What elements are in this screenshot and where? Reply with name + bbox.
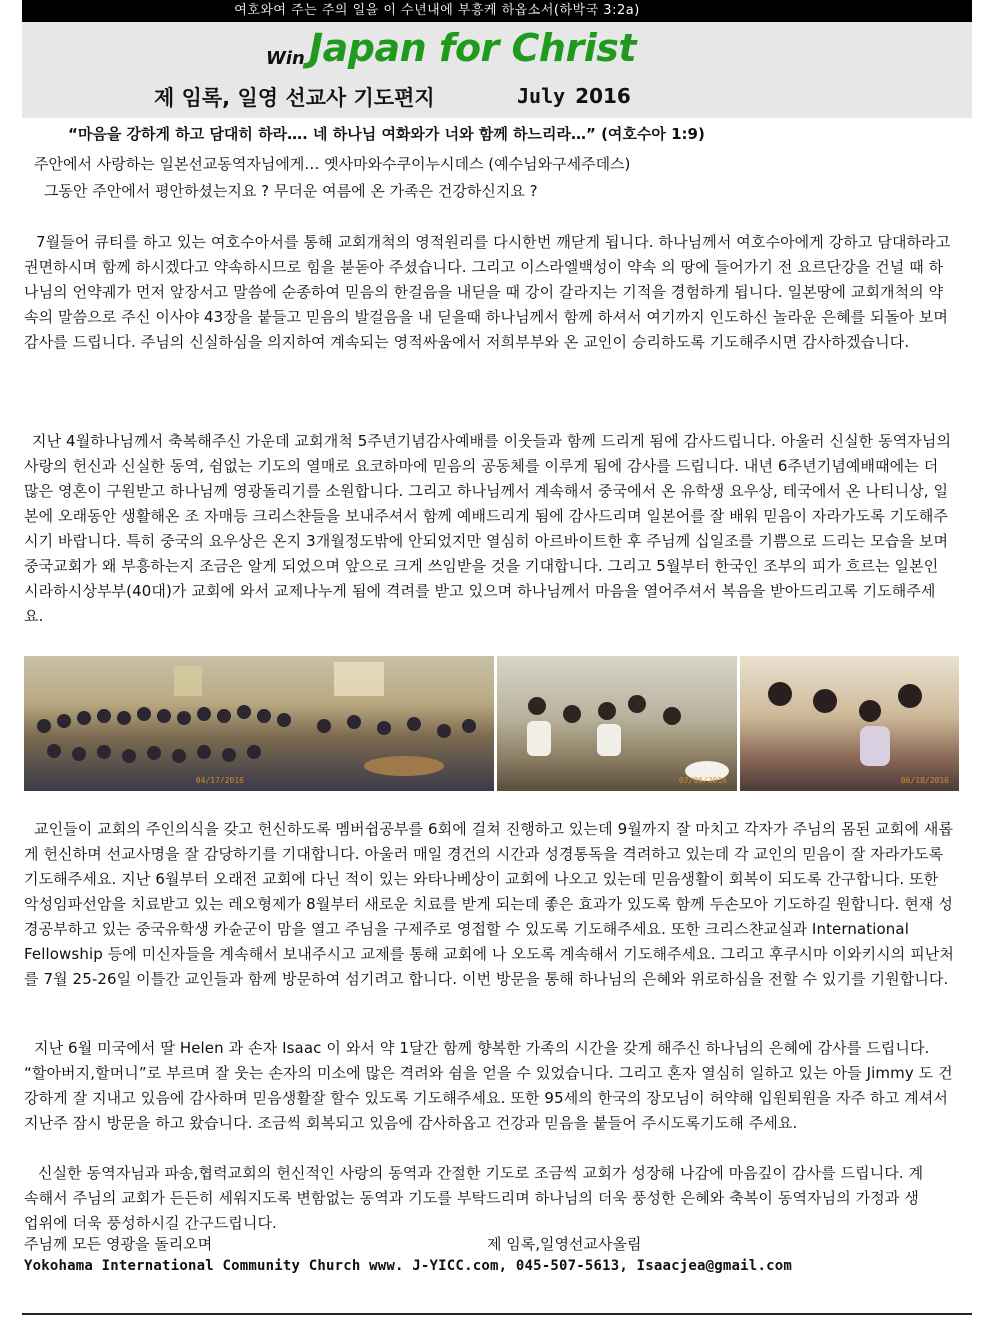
year: 2016 [575, 84, 631, 108]
photo-family [740, 656, 959, 791]
bible-verse: “마음을 강하게 하고 담대히 하라…. 네 하나님 여화와가 너와 함께 하느리라…” (여호수아 1:9) [68, 125, 705, 143]
greeting-line-2: 그동안 주안에서 평안하셨는지요 ? 무더운 여름에 온 가족은 건강하신지요 ? [44, 182, 538, 200]
win-label: Win [266, 48, 305, 69]
closing-signature: 제 임록,일영선교사올림 [487, 1235, 642, 1253]
photo-date-1: 04/17/2016 [195, 776, 244, 785]
paragraph-5: 신실한 동역자님과 파송,협력교회의 헌신적인 사랑의 동역과 간절한 기도로 조금씩 교회가 성장해 나감에 마음깊이 감사를 드립니다. 계속해서 주님의 교회가 든든히 세워지도록 변함없는 동역과 기도를 부탁드리며 하나님의 더욱 풍성한 은혜와 축복이 동역자님의 가정과 생업위에 더욱 풍성하시길 간구드립니다. [24, 1164, 924, 1232]
greeting-line-1: 주안에서 사랑하는 일본선교동역자님에게… 옛사마와수쿠이누시데스 (예수님와구세주데스) [34, 155, 631, 173]
photo-congregation [24, 656, 494, 791]
paragraph-4: 지난 6월 미국에서 딸 Helen 과 손자 Isaac 이 와서 약 1달간 함께 향복한 가족의 시간을 갖게 해주신 하나님의 은혜에 감사를 드립니다. “할아버지,할머니”로 부르며 잘 웃는 손자의 미소에 많은 격려와 쉼을 얻을 수 있었습니다. 그리고 혼자 열심히 일하고 있는 아들 Jimmy 도 건강하게 잘 지내고 있음에 감사하며 믿음생활잘 할수 있도록 기도해주세요. 또한 95세의 한국의 장모님이 허약해 입원퇴원을 자주 하고 계셔서 지난주 잠시 방문을 하고 왔습니다. 조금씩 회복되고 있음에 감사하옵고 건강과 믿음을 붙들어 주시도록기도해 주세요. [24, 1039, 953, 1132]
paragraph-3: 교인들이 교회의 주인의식을 갖고 헌신하도록 멤버쉽공부를 6회에 걸쳐 진행하고 있는데 9월까지 잘 마치고 각자가 주님의 몸된 교회에 새롭게 헌신하며 선교사명을 잘 감당하기를 기대합니다. 아울러 매일 경건의 시간과 성경통독을 격려하고 있는데 각 교인의 믿음이 잘 자라가도록 기도해주세요. 지난 6월부터 오래전 교회에 다닌 적이 있는 와타나베상이 교회에 나오고 있는데 믿음생활이 회복이 되도록 간구합니다. 또한 악성임파선암을 치료받고 있는 레오형제가 8월부터 새로운 치료를 받게 되는데 좋은 효과가 있도록 함께 두손모아 기도하길 원합니다. 현재 성경공부하고 있는 중국유학생 카슌군이 맘을 열고 주님을 구제주로 영접할 수 있도록 기도해주세요. 또한 크리스챤교실과 International Fellowship 등에 미신자들을 계속해서 보내주시고 교제를 통해 교회에 나 오도록 계속해서 기도해주세요. 그리고 후쿠시마 이와키시의 피난처를 7월 25-26일 이틀간 교인들과 함께 방문하여 섬기려고 합니다. 이번 방문을 통해 하나님의 은혜와 위로하심을 전할 수 있기를 기원합니다. [24, 820, 954, 988]
brand-title: Japan for Christ [309, 26, 637, 70]
top-banner-text: 여호와여 주는 주의 일을 이 수년내에 부흥케 하옵소서(하박국 3:2a) [234, 3, 640, 18]
church-footer: Yokohama International Community Church www. J-YICC.com, 045-507-5613, Isaacjea@gmail.com [24, 1258, 792, 1274]
masthead [22, 22, 972, 118]
family-figures [740, 656, 959, 791]
top-banner [22, 0, 972, 22]
photo-strip [24, 656, 959, 791]
newsletter-subtitle: 제 임록, 일영 선교사 기도편지 [154, 86, 435, 110]
bottom-divider [22, 1313, 972, 1315]
photo-date-3: 06/18/2016 [900, 776, 949, 785]
month: July [517, 84, 566, 108]
paragraph-2: 지난 4월하나님께서 축복해주신 가운데 교회개척 5주년기념감사예배를 이웃들과 함께 드리게 됨에 감사드립니다. 아울러 신실한 동역자님의 사랑의 헌신과 신실한 동역, 쉼없는 기도의 열매로 요코하마에 믿음의 공동체를 이루게 됨에 감사를 드립니다. 내년 6주년기념예배때에는 더 많은 영혼이 구원받고 하나님께 영광돌리기를 소원합니다. 그리고 하나님께서 계속해서 중국에서 온 유학생 요우상, 테국에서 온 나티니상, 일본에 오래동안 생활해온 조 자매등 크리스챤들을 보내주셔서 함께 예배드리게 됨에 감사드리며 일본어를 잘 배워 믿음이 자라가도록 기도해주시기 바랍니다. 특히 중국의 요우상은 온지 3개월정도밖에 안되었지만 열심히 아르바이트한 후 주님께 십일조를 기쁨으로 드리는 모습을 보며 중국교회가 왜 부흥하는지 조금은 알게 되었으며 앞으로 크게 쓰임받을 것을 기대합니다. 그리고 5월부터 한국인 조부의 피가 흐르는 일본인 시라하시상부부(40대)가 교회에 와서 교제나누게 됨에 격려를 받고 있으며 하나님께서 마음을 열어주셔서 복음을 받아드리고록 기도해주세요. [24, 432, 952, 625]
photo-date-2: 07/06/2016 [678, 776, 727, 785]
paragraph-1: 7월들어 큐티를 하고 있는 여호수아서를 통해 교회개척의 영적원리를 다시한번 깨닫게 됩니다. 하나님께서 여호수아에게 강하고 담대하라고 권면하시며 함께 하시겠다고 약속하시므로 힘을 붇돋아 주셨습니다. 그리고 이스라엘백성이 약속 의 땅에 들어가기 전 요르단강을 건널 때 하나님의 언약궤가 먼저 앞장서고 말씀에 순종하여 믿음의 한걸음을 내딛을 때 강이 갈라지는 기적을 경험하게 됩니다. 일본땅에 교회개척의 약속의 말씀으로 주신 이사야 43장을 붙들고 믿음의 발걸음을 내 딛을때 하나님께서 함께 하셔서 여기까지 인도하신 놀라운 은혜를 되돌아 보며 감사를 드립니다. 주님의 신실하심을 의지하여 계속되는 영적싸움에서 저희부부와 온 교인이 승리하도록 기도해주시면 감사하겠습니다. [24, 233, 951, 351]
photo-group-women [497, 656, 737, 791]
newsletter-date [517, 84, 631, 108]
congregation-figures [24, 656, 494, 791]
closing-left: 주님께 모든 영광을 돌리오며 [24, 1235, 213, 1253]
women-figures [497, 656, 737, 791]
